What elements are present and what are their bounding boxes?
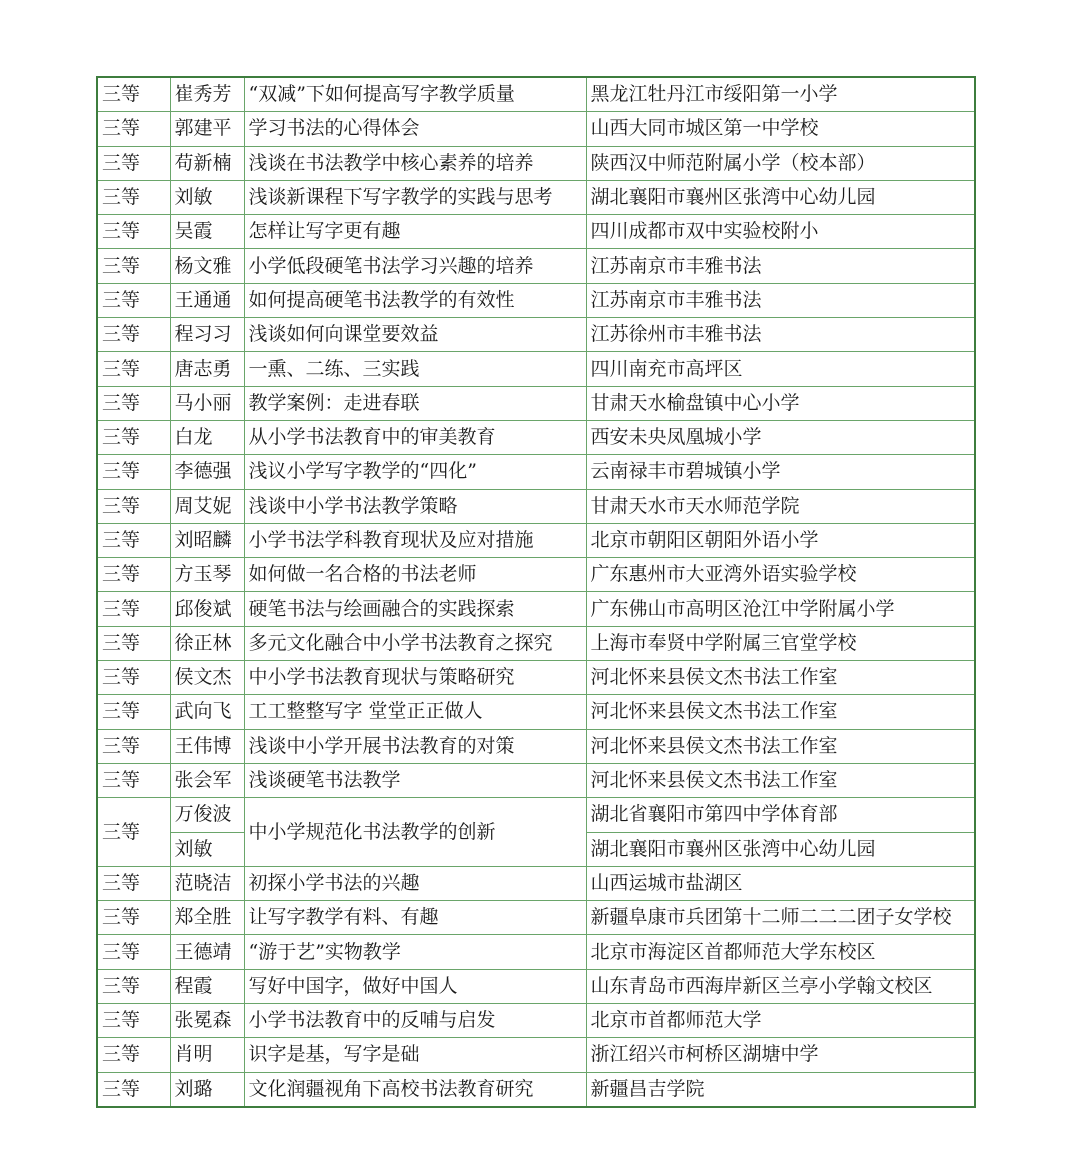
unit-cell: 北京市朝阳区朝阳外语小学 — [586, 523, 975, 557]
table-row — [97, 763, 975, 797]
name-cell: 程霞 — [170, 969, 244, 1003]
unit-cell: 浙江绍兴市柯桥区湖塘中学 — [586, 1038, 975, 1072]
table-row — [97, 901, 975, 935]
unit-cell: 四川南充市高坪区 — [586, 352, 975, 386]
grade-cell: 三等 — [97, 523, 170, 557]
unit-cell: 山东青岛市西海岸新区兰亭小学翰文校区 — [586, 969, 975, 1003]
table-row — [97, 969, 975, 1003]
grade-cell: 三等 — [97, 249, 170, 283]
grade-cell: 三等 — [97, 558, 170, 592]
name-cell: 张会军 — [170, 763, 244, 797]
unit-cell: 北京市首都师范大学 — [586, 1004, 975, 1038]
name-cell: 侯文杰 — [170, 661, 244, 695]
table-row — [97, 729, 975, 763]
table-row — [97, 455, 975, 489]
award-table-body — [97, 77, 975, 1107]
grade-cell: 三等 — [97, 729, 170, 763]
grade-cell: 三等 — [97, 420, 170, 454]
paper-title-cell: “游于艺”实物教学 — [244, 935, 586, 969]
name-cell: 崔秀芳 — [170, 77, 244, 112]
name-cell: 刘昭麟 — [170, 523, 244, 557]
unit-cell: 湖北襄阳市襄州区张湾中心幼儿园 — [586, 832, 975, 866]
paper-title-cell: 浅谈中小学书法教学策略 — [244, 489, 586, 523]
table-row — [97, 112, 975, 146]
grade-cell: 三等 — [97, 318, 170, 352]
table-row — [97, 626, 975, 660]
unit-cell: 四川成都市双中实验校附小 — [586, 215, 975, 249]
unit-cell: 江苏徐州市丰雅书法 — [586, 318, 975, 352]
grade-cell: 三等 — [97, 969, 170, 1003]
paper-title-cell: 浅谈新课程下写字教学的实践与思考 — [244, 180, 586, 214]
name-cell: 郑全胜 — [170, 901, 244, 935]
paper-title-cell: 如何提高硬笔书法教学的有效性 — [244, 283, 586, 317]
table-row — [97, 1072, 975, 1107]
paper-title-cell: 小学书法教育中的反哺与启发 — [244, 1004, 586, 1038]
paper-title-cell: 写好中国字，做好中国人 — [244, 969, 586, 1003]
award-list-sheet — [96, 76, 974, 1108]
grade-cell: 三等 — [97, 763, 170, 797]
name-cell: 万俊波 — [170, 798, 244, 832]
unit-cell: 江苏南京市丰雅书法 — [586, 249, 975, 283]
table-row — [97, 180, 975, 214]
table-row — [97, 798, 975, 832]
paper-title-cell: 浅谈在书法教学中核心素养的培养 — [244, 146, 586, 180]
paper-title-cell: 中小学书法教育现状与策略研究 — [244, 661, 586, 695]
grade-cell: 三等 — [97, 661, 170, 695]
unit-cell: 新疆阜康市兵团第十二师二二二团子女学校 — [586, 901, 975, 935]
grade-cell: 三等 — [97, 866, 170, 900]
table-row — [97, 1038, 975, 1072]
grade-cell: 三等 — [97, 146, 170, 180]
table-row — [97, 318, 975, 352]
unit-cell: 新疆昌吉学院 — [586, 1072, 975, 1107]
grade-cell: 三等 — [97, 352, 170, 386]
unit-cell: 广东惠州市大亚湾外语实验学校 — [586, 558, 975, 592]
name-cell: 方玉琴 — [170, 558, 244, 592]
award-table — [96, 76, 976, 1108]
paper-title-cell: 学习书法的心得体会 — [244, 112, 586, 146]
paper-title-cell: 文化润疆视角下高校书法教育研究 — [244, 1072, 586, 1107]
name-cell: 李德强 — [170, 455, 244, 489]
paper-title-cell: “双减”下如何提高写字教学质量 — [244, 77, 586, 112]
unit-cell: 河北怀来县侯文杰书法工作室 — [586, 661, 975, 695]
table-row — [97, 215, 975, 249]
name-cell: 郭建平 — [170, 112, 244, 146]
name-cell: 程习习 — [170, 318, 244, 352]
grade-cell: 三等 — [97, 77, 170, 112]
table-row — [97, 695, 975, 729]
table-row — [97, 146, 975, 180]
unit-cell: 上海市奉贤中学附属三官堂学校 — [586, 626, 975, 660]
paper-title-cell: 硬笔书法与绘画融合的实践探索 — [244, 592, 586, 626]
unit-cell: 北京市海淀区首都师范大学东校区 — [586, 935, 975, 969]
table-row — [97, 489, 975, 523]
paper-title-cell: 让写字教学有料、有趣 — [244, 901, 586, 935]
table-row — [97, 283, 975, 317]
paper-title-cell: 中小学规范化书法教学的创新 — [244, 798, 586, 867]
paper-title-cell: 初探小学书法的兴趣 — [244, 866, 586, 900]
name-cell: 周艾妮 — [170, 489, 244, 523]
grade-cell: 三等 — [97, 1038, 170, 1072]
grade-cell: 三等 — [97, 489, 170, 523]
table-row — [97, 386, 975, 420]
unit-cell: 河北怀来县侯文杰书法工作室 — [586, 763, 975, 797]
table-row — [97, 420, 975, 454]
grade-cell: 三等 — [97, 901, 170, 935]
paper-title-cell: 小学低段硬笔书法学习兴趣的培养 — [244, 249, 586, 283]
grade-cell: 三等 — [97, 215, 170, 249]
grade-cell: 三等 — [97, 935, 170, 969]
paper-title-cell: 工工整整写字 堂堂正正做人 — [244, 695, 586, 729]
paper-title-cell: 浅议小学写字教学的“四化” — [244, 455, 586, 489]
table-row — [97, 352, 975, 386]
paper-title-cell: 小学书法学科教育现状及应对措施 — [244, 523, 586, 557]
name-cell: 刘敏 — [170, 832, 244, 866]
name-cell: 王通通 — [170, 283, 244, 317]
unit-cell: 广东佛山市高明区沧江中学附属小学 — [586, 592, 975, 626]
name-cell: 苟新楠 — [170, 146, 244, 180]
unit-cell: 江苏南京市丰雅书法 — [586, 283, 975, 317]
name-cell: 邱俊斌 — [170, 592, 244, 626]
name-cell: 刘敏 — [170, 180, 244, 214]
paper-title-cell: 教学案例：走进春联 — [244, 386, 586, 420]
paper-title-cell: 从小学书法教育中的审美教育 — [244, 420, 586, 454]
paper-title-cell: 浅谈中小学开展书法教育的对策 — [244, 729, 586, 763]
table-row — [97, 592, 975, 626]
grade-cell: 三等 — [97, 180, 170, 214]
grade-cell: 三等 — [97, 1004, 170, 1038]
unit-cell: 云南禄丰市碧城镇小学 — [586, 455, 975, 489]
grade-cell: 三等 — [97, 592, 170, 626]
paper-title-cell: 怎样让写字更有趣 — [244, 215, 586, 249]
table-row — [97, 661, 975, 695]
unit-cell: 河北怀来县侯文杰书法工作室 — [586, 695, 975, 729]
paper-title-cell: 浅谈如何向课堂要效益 — [244, 318, 586, 352]
unit-cell: 陕西汉中师范附属小学（校本部） — [586, 146, 975, 180]
table-row — [97, 935, 975, 969]
unit-cell: 甘肃天水市天水师范学院 — [586, 489, 975, 523]
grade-cell: 三等 — [97, 455, 170, 489]
unit-cell: 河北怀来县侯文杰书法工作室 — [586, 729, 975, 763]
unit-cell: 湖北省襄阳市第四中学体育部 — [586, 798, 975, 832]
unit-cell: 甘肃天水榆盘镇中心小学 — [586, 386, 975, 420]
grade-cell: 三等 — [97, 695, 170, 729]
paper-title-cell: 识字是基，写字是础 — [244, 1038, 586, 1072]
unit-cell: 西安未央凤凰城小学 — [586, 420, 975, 454]
grade-cell: 三等 — [97, 112, 170, 146]
name-cell: 武向飞 — [170, 695, 244, 729]
name-cell: 肖明 — [170, 1038, 244, 1072]
grade-cell: 三等 — [97, 798, 170, 867]
paper-title-cell: 多元文化融合中小学书法教育之探究 — [244, 626, 586, 660]
paper-title-cell: 如何做一名合格的书法老师 — [244, 558, 586, 592]
grade-cell: 三等 — [97, 626, 170, 660]
name-cell: 范晓洁 — [170, 866, 244, 900]
name-cell: 徐正林 — [170, 626, 244, 660]
name-cell: 王伟博 — [170, 729, 244, 763]
table-row — [97, 1004, 975, 1038]
unit-cell: 山西运城市盐湖区 — [586, 866, 975, 900]
paper-title-cell: 一熏、二练、三实践 — [244, 352, 586, 386]
paper-title-cell: 浅谈硬笔书法教学 — [244, 763, 586, 797]
name-cell: 白龙 — [170, 420, 244, 454]
table-row — [97, 558, 975, 592]
unit-cell: 湖北襄阳市襄州区张湾中心幼儿园 — [586, 180, 975, 214]
grade-cell: 三等 — [97, 283, 170, 317]
grade-cell: 三等 — [97, 386, 170, 420]
name-cell: 吴霞 — [170, 215, 244, 249]
name-cell: 张冕森 — [170, 1004, 244, 1038]
grade-cell: 三等 — [97, 1072, 170, 1107]
name-cell: 马小丽 — [170, 386, 244, 420]
table-row — [97, 866, 975, 900]
unit-cell: 黑龙江牡丹江市绥阳第一小学 — [586, 77, 975, 112]
name-cell: 刘璐 — [170, 1072, 244, 1107]
name-cell: 唐志勇 — [170, 352, 244, 386]
table-row — [97, 249, 975, 283]
name-cell: 王德靖 — [170, 935, 244, 969]
name-cell: 杨文雅 — [170, 249, 244, 283]
table-row — [97, 77, 975, 112]
unit-cell: 山西大同市城区第一中学校 — [586, 112, 975, 146]
table-row — [97, 523, 975, 557]
